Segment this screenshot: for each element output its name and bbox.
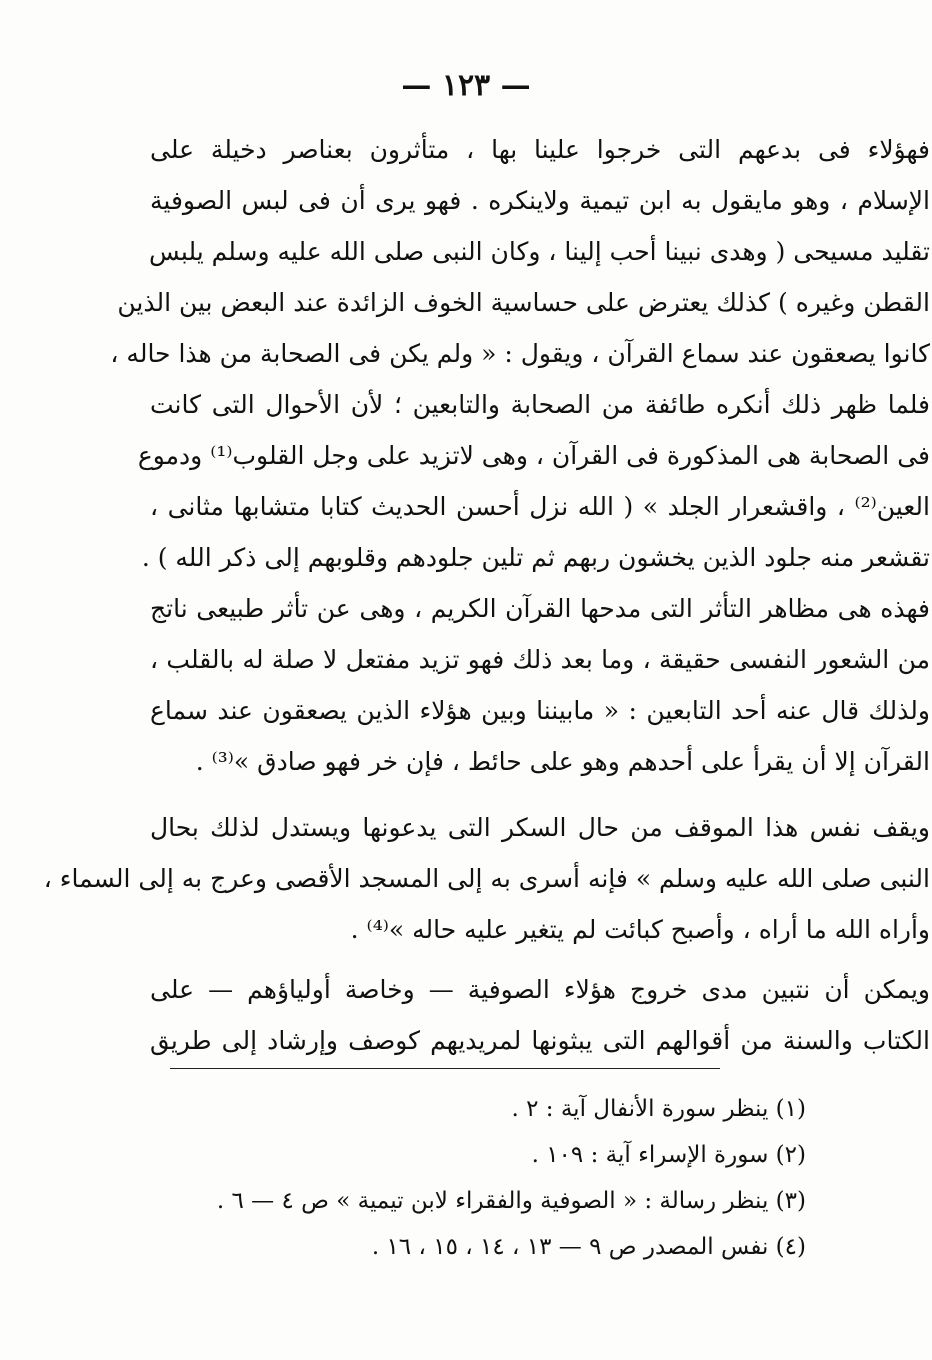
text-line: فهذه هى مظاهر التأثر التى مدحها القرآن الكريم ، وهى عن تأثر طبيعى ناتج bbox=[150, 594, 930, 623]
text-line: القرآن إلا أن يقرأ على أحدهم وهو على حائط ، فإن خر فهو صادق »⁽³⁾ . bbox=[195, 747, 930, 776]
footnote: (٤) نفس المصدر ص ٩ — ١٣ ، ١٤ ، ١٥ ، ١٦ . bbox=[371, 1234, 806, 1260]
text-line: تقشعر منه جلود الذين يخشون ربهم ثم تلين جلودهم وقلوبهم إلى ذكر الله ) . bbox=[141, 543, 930, 572]
text-line: فهؤلاء فى بدعهم التى خرجوا علينا بها ، متأثرون بعناصر دخيلة على bbox=[150, 135, 930, 164]
page-number: — ١٢٣ — bbox=[401, 68, 531, 103]
text-line: كانوا يصعقون عند سماع القرآن ، ويقول : « ولم يكن فى الصحابة من هذا حاله ، bbox=[110, 339, 930, 368]
text-line: القطن وغيره ) كذلك يعترض على حساسية الخوف الزائدة عند البعض بين الذين bbox=[117, 288, 930, 317]
text-line: ولذلك قال عنه أحد التابعين : « مابيننا وبين هؤلاء الذين يصعقون عند سماع bbox=[150, 696, 930, 725]
text-line: فلما ظهر ذلك أنكره طائفة من الصحابة والتابعين ؛ لأن الأحوال التى كانت bbox=[150, 390, 930, 419]
text-line: الإسلام ، وهو مايقول به ابن تيمية ولاينكره . فهو يرى أن فى لبس الصوفية bbox=[150, 186, 930, 215]
footnote-divider bbox=[170, 1068, 720, 1069]
footnote: (٢) سورة الإسراء آية : ١٠٩ . bbox=[531, 1142, 806, 1168]
text-line: من الشعور النفسى حقيقة ، وما بعد ذلك فهو تزيد مفتعل لا صلة له بالقلب ، bbox=[150, 645, 930, 674]
text-line: فى الصحابة هى المذكورة فى القرآن ، وهى لاتزيد على وجل القلوب⁽¹⁾ ودموع bbox=[137, 441, 930, 470]
text-line: تقليد مسيحى ( وهدى نبينا أحب إلينا ، وكان النبى صلى الله عليه وسلم يلبس bbox=[149, 237, 930, 266]
text-line: ويمكن أن نتبين مدى خروج هؤلاء الصوفية — وخاصة أولياؤهم — على bbox=[150, 975, 930, 1004]
text-line: وأراه الله ما أراه ، وأصبح كبائت لم يتغير عليه حاله »⁽⁴⁾ . bbox=[350, 915, 930, 944]
text-line: النبى صلى الله عليه وسلم » فإنه أسرى به إلى المسجد الأقصى وعرج به إلى السماء ، bbox=[43, 864, 930, 893]
text-line: ويقف نفس هذا الموقف من حال السكر التى يدعونها ويستدل لذلك بحال bbox=[150, 813, 930, 842]
text-line: الكتاب والسنة من أقوالهم التى يبثونها لمريديهم كوصف وإرشاد إلى طريق bbox=[150, 1026, 930, 1055]
footnote: (٣) ينظر رسالة : « الصوفية والفقراء لابن تيمية » ص ٤ — ٦ . bbox=[216, 1188, 806, 1214]
footnote: (١) ينظر سورة الأنفال آية : ٢ . bbox=[511, 1096, 806, 1122]
text-line: العين⁽²⁾ ، واقشعرار الجلد » ( الله نزل أحسن الحديث كتابا متشابها مثانى ، bbox=[150, 492, 930, 521]
